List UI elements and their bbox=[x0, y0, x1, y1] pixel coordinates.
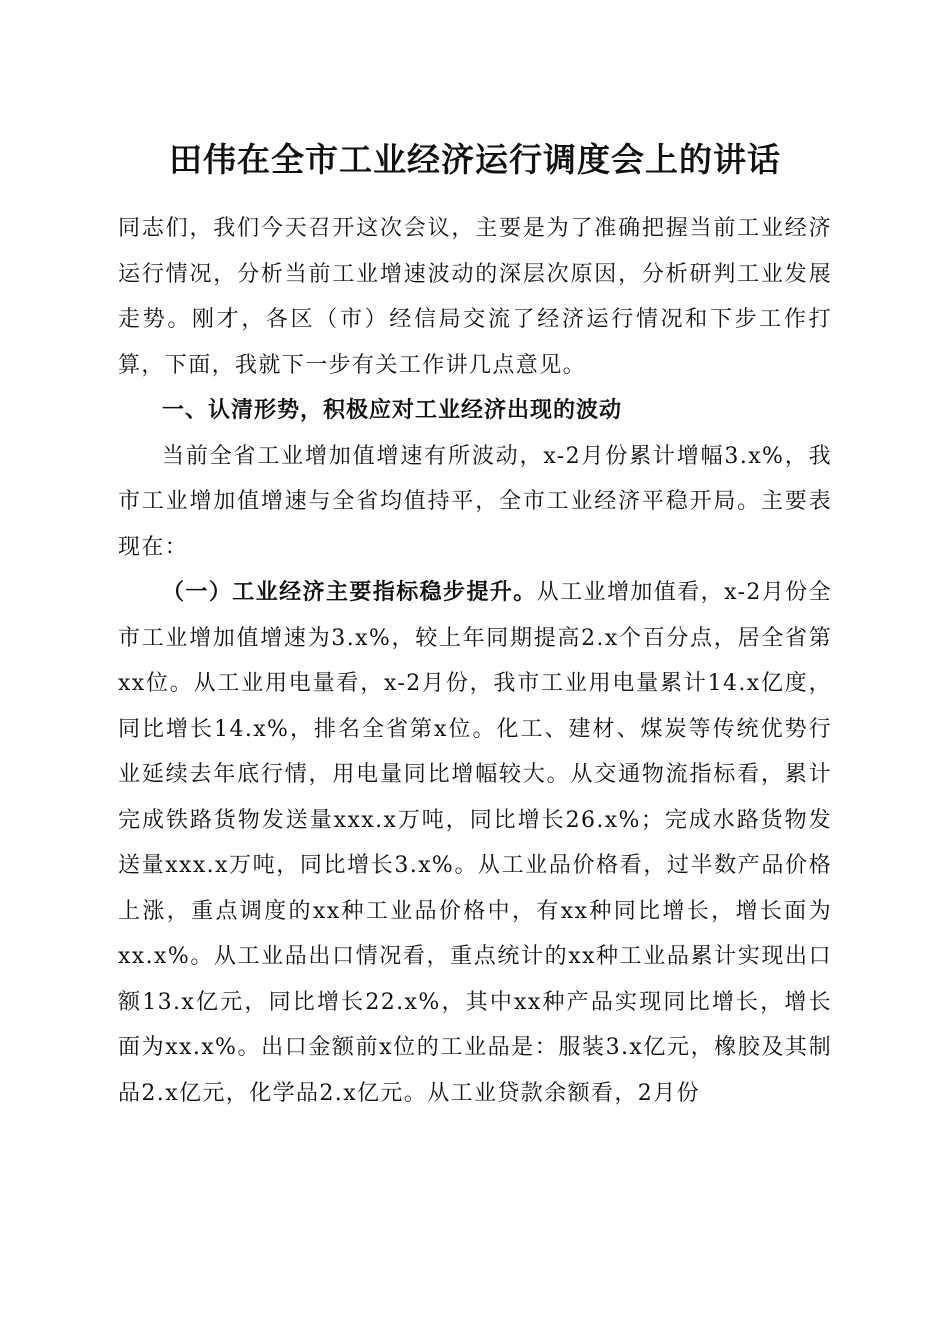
intro-paragraph: 同志们，我们今天召开这次会议，主要是为了准确把握当前工业经济运行情况，分析当前工业增速波动的深层次原因，分析研判工业发展走势。刚才，各区（市）经信局交流了经济运行情况和下步工作打算，下面，我就下一步有关工作讲几点意见。 bbox=[118, 216, 832, 378]
subsection-paragraph bbox=[118, 570, 832, 1116]
subsection-body: 从工业增加值看，x-2月份全市工业增加值增速为3.x%，较上年同期提高2.x个百分点，居全省第xx位。从工业用电量看，x-2月份，我市工业用电量累计14.x亿度，同比增长14.x%，排名全省第x位。化工、建材、煤炭等传统优势行业延续去年底行情，用电量同比增幅较大。从交通物流指标看，累计完成铁路货物发送量xxx.x万吨，同比增长26.x%；完成水路货物发送量xxx.x万吨，同比增长3.x%。从工业品价格看，过半数产品价格上涨，重点调度的xx种工业品价格中，有xx种同比增长，增长面为xx.x%。从工业品出口情况看，重点统计的xx种工业品累计实现出口额13.x亿元，同比增长22.x%，其中xx种产品实现同比增长，增长面为xx.x%。出口金额前x位的工业品是：服装3.x亿元，橡胶及其制品2.x亿元，化学品2.x亿元。从工业贷款余额看，2月份 bbox=[118, 580, 832, 1106]
document-body bbox=[118, 206, 832, 1116]
subsection-heading: （一）工业经济主要指标稳步提升。 bbox=[162, 579, 537, 605]
document-title: 田伟在全市工业经济运行调度会上的讲话 bbox=[169, 140, 781, 179]
section-paragraph: 当前全省工业增加值增速有所波动，x-2月份累计增幅3.x%，我市工业增加值增速与全省均值持平，全市工业经济平稳开局。主要表现在： bbox=[118, 443, 832, 560]
section-heading: 一、认清形势，积极应对工业经济出现的波动 bbox=[162, 398, 623, 423]
